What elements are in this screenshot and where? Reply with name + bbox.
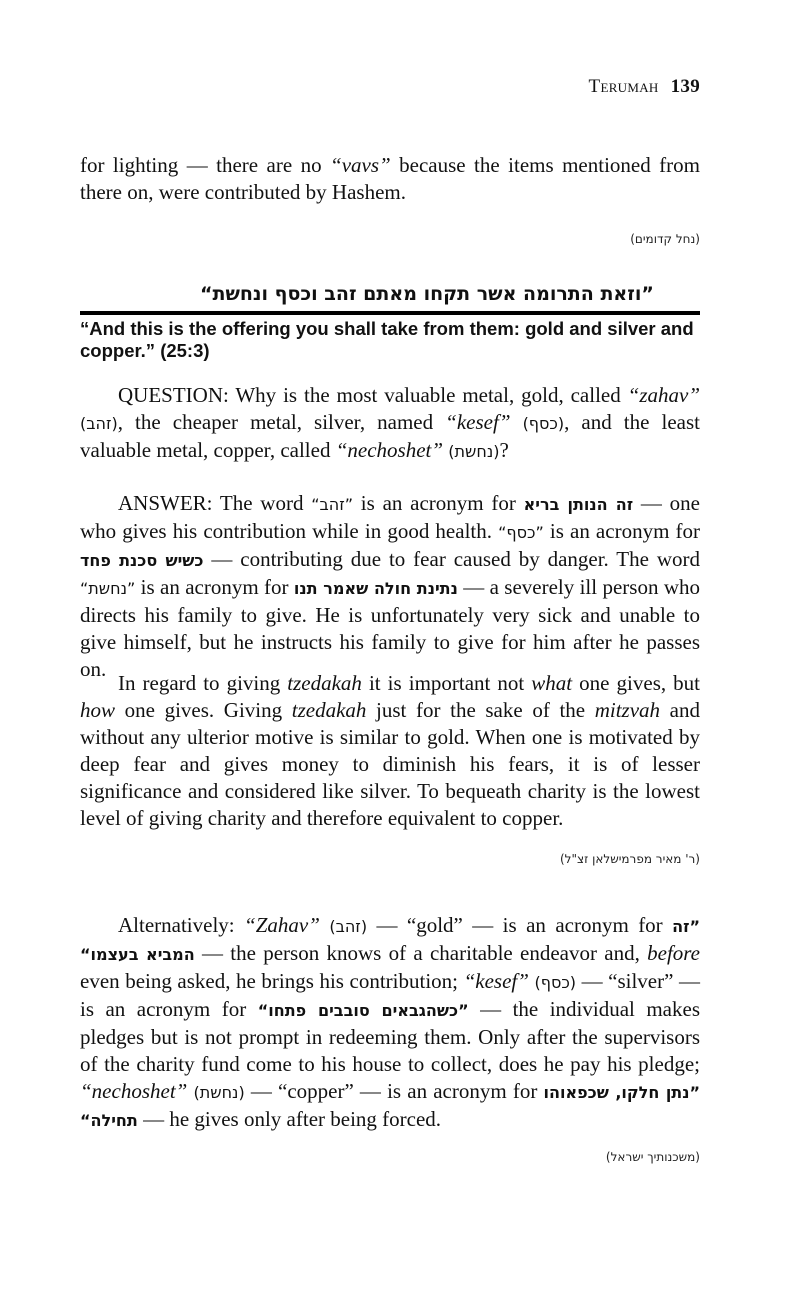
source-citation: (ר' מאיר מפרמישלאן זצ"ל) [560,852,700,866]
hebrew-acronym: ”כשהגבאים סובבים פתחו“ [257,1001,469,1020]
text-run: is an acronym for [353,491,524,515]
answer-paragraph [80,490,700,683]
italic-term: “kesef” [445,410,511,434]
heading-rule [80,311,700,315]
page-number: 139 [670,76,700,97]
italic-term: before [647,941,700,965]
text-run: — one who gives his contribution while in good health. [80,491,700,543]
text-run: QUESTION: Why is the most valuable metal, gold, called [118,383,628,407]
hebrew-verse-heading: ”וזאת התרומה אשר תקחו מאתם זהב וכסף ונחשת“ [200,283,654,305]
text-run: — he gives only after being forced. [137,1107,442,1131]
text-run: for lighting — there are no [80,153,331,177]
running-head [589,76,700,98]
text-run: is an acronym for [135,575,294,599]
text-run: one gives, but [572,671,700,695]
hebrew-term: (נחשת) [193,1083,245,1102]
text-run: — the person knows of a charitable endeavor and, [194,941,648,965]
italic-term: “Zahav” [244,913,320,937]
italic-term: tzedakah [291,698,367,722]
hebrew-term: ”כסף“ [498,523,544,542]
english-verse-heading: “And this is the offering you shall take from them: gold and silver and copper.” (25:3) [80,318,694,361]
italic-term: “kesef” [463,969,529,993]
hebrew-acronym: ”זה המביא בעצמו“ [80,917,701,964]
hebrew-acronym: ”נתן חלקו, שכפאוהו תחילה“ [80,1083,701,1130]
text-run: just for the sake of the [366,698,595,722]
source-citation: (נחל קדומים) [630,232,700,246]
italic-term: tzedakah [287,671,362,695]
italic-term: how [80,698,116,722]
hebrew-term: (כסף) [522,414,565,433]
text-run: ANSWER: The word [118,491,312,515]
alternative-paragraph [80,912,700,1134]
text-run: , the cheaper metal, silver, named [117,410,446,434]
text-run: even being asked, he brings his contribution; [80,969,464,993]
text-run: In regard to giving [118,671,288,695]
text-run: is an acronym for [543,519,700,543]
hebrew-term: (זהב) [80,414,118,433]
text-run: — “copper” — is an acronym for [244,1079,544,1103]
text-run: it is important not [361,671,532,695]
hebrew-acronym: זה הנותן [559,495,634,514]
italic-term: “nechoshet” [80,1079,188,1103]
hebrew-term: (זהב) [329,917,368,936]
hebrew-term: ”נחשת“ [80,579,136,598]
italic-term: mitzvah [594,698,661,722]
hebrew-term: ”זהב“ [311,495,354,514]
text-run: — the individual makes pledges but is not prompt in redeeming them. Only after the supervisors of the charity fund come to his house to collect, does he pay his pledge; [80,997,700,1076]
text-run: — contributing due to fear caused by danger. The word [203,547,700,571]
hebrew-term: (נחשת) [448,442,500,461]
hebrew-term: (כסף) [534,973,577,992]
text-run: — a severely ill person who directs his family to give. He is unfortunately very sick and unable to give himself, but he instructs his family to give for him after he passes on. [80,575,700,681]
italic-term: what [531,671,573,695]
text-run: Alternatively: [118,913,245,937]
text-run: — “silver” — is an acronym for [80,969,700,1021]
source-citation: (משכנותיך ישראל) [605,1150,700,1164]
text-run: and without any ulterior motive is similar to gold. When one is motivated by deep fear and gives money to diminish his fears, it is of lesser significance and considered like silver. To bequeath charity is the lowest level of giving charity and therefore equivalent to copper. [80,698,700,830]
italic-term: “vavs” [330,153,391,177]
hebrew-acronym: בריא [523,495,560,514]
continuation-paragraph [80,152,700,206]
italic-term: “nechoshet” [335,438,444,462]
italic-term: “zahav” [627,383,700,407]
text-run: — “gold” — is an acronym for [367,913,673,937]
hebrew-acronym: נתינת חולה שאמר תנו [293,579,458,598]
text-run: , and the least valuable metal, copper, called [80,410,700,462]
text-run: ? [499,438,509,462]
hebrew-acronym: כשיש סכנת פחד [80,551,204,570]
text-run: one gives. Giving [115,698,292,722]
tzedakah-paragraph [80,670,700,832]
question-paragraph [80,382,700,465]
chapter-title: Terumah [588,76,659,97]
text-run: because the items mentioned from there on, were contributed by Hashem. [80,153,700,204]
